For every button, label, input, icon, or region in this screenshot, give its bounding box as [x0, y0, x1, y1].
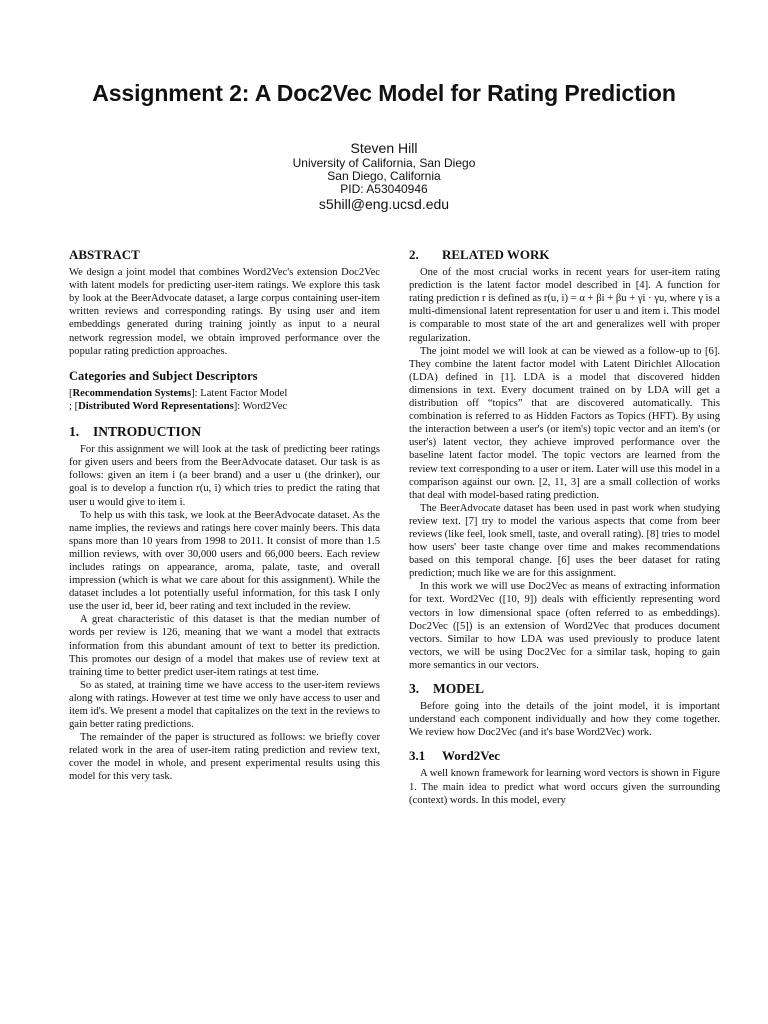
author-pid: PID: A53040946	[340, 182, 428, 196]
word2vec-subheading	[409, 749, 720, 762]
right-column	[409, 248, 720, 807]
author-email: s5hill@eng.ucsd.edu	[318, 196, 450, 212]
related-paragraph: One of the most crucial works in recent years for user-item rating prediction is the latent factor model described in [4]. A function for rating prediction r is defined as r(u, i) = α + βi + βu + γi · γu, where γ is a multi-dimensional latent representation for user u and item i. This model is comparable to most state of the art and generalizes well with proper regularization.	[409, 267, 720, 344]
word2vec-paragraph: A well known framework for learning word vectors is shown in Figure 1. The main idea to predict what word occurs given the surrounding (context) words. In this model, every	[409, 768, 720, 806]
category-descriptor: : Word2Vec	[237, 400, 288, 412]
abstract-text: We design a joint model that combines Word2Vec's extension Doc2Vec with latent models for predicting user-item ratings. We explore this task by look at the BeerAdvocate dataset, a large corpus containing user-item written reviews and corresponding ratings. By using user and item embeddings generated during training jointly as input to a neural network regression model, we obtain improved performance over the popular rating prediction approaches.	[69, 267, 380, 357]
abstract-heading: ABSTRACT	[69, 247, 140, 262]
author-block	[0, 140, 768, 212]
categories-heading: Categories and Subject Descriptors	[69, 368, 258, 383]
related-work-heading	[409, 248, 720, 261]
author-affiliation: University of California, San Diego	[292, 156, 476, 170]
category-keyword: Distributed Word Representations	[78, 400, 234, 412]
section-number: 2.	[409, 247, 419, 262]
category-keyword: Recommendation Systems	[72, 387, 192, 399]
section-title: INTRODUCTION	[93, 424, 202, 440]
model-heading	[409, 682, 720, 695]
author-location: San Diego, California	[327, 169, 441, 183]
related-paragraph: The joint model we will look at can be viewed as a follow-up to [6]. They combine the latent factor model with Latent Dirichlet Allocation (LDA) defined in [1]. LDA is a model that discovered hidden dimensions in text. Every document trained on by LDA will get a distribution off “topics” that are discovered automatically. This combination is referred to as Hidden Factors as Topics (HFT). By using the interaction between a user's (or item's) topic vector and an item's (or user's) latent vector, they achieve improved performance over the baseline latent factor model. The topic vectors are learned from the review text corresponding to a user or item. Later will use this model in a comparison against our own. [2, 11, 3] are a small collection of works that deal with model-based rating prediction.	[409, 345, 720, 501]
intro-paragraph: To help us with this task, we look at the BeerAdvocate dataset. As the name implies, the reviews and ratings here cover mainly beers. This data spans more than 10 years from 1998 to 2011. It consist of more than 1.5 million reviews, with over 30,000 users and 66,000 beers. Each review includes ratings on appearance, aroma, palate, taste, and overall impression (which is what we care about for this assignment). While the dataset includes a lot potentially useful information, for this task I only use the user id, beer id, beer rating and text included in the review.	[69, 509, 380, 613]
subsection-number: 3.1	[409, 748, 426, 764]
related-paragraph: The BeerAdvocate dataset has been used in past work when studying review text. [7] try to model the various aspects that come from beer reviews (like feel, look smell, taste, and overall rating). [8] tries to model how users' beer taste change over time and makes recommendations based on this temporal change. [6] uses the beer dataset for rating prediction; much like we are for this assignment.	[409, 502, 720, 580]
intro-paragraph: So as stated, at training time we have access to the user-item reviews along with ratings. However at test time we only have access to user and item id's. We present a model that capitalizes on the text in the reviews to gain better rating predictions.	[69, 679, 380, 731]
intro-paragraph: A great characteristic of this dataset is that the median number of words per review is 126, meaning that we want a model that extracts information from this abundant amount of text to better its prediction. This promotes our design of a model that makes use of review text at training time to better predict user-item ratings at test time.	[69, 614, 380, 678]
section-title: MODEL	[433, 681, 485, 696]
author-name: Steven Hill	[350, 140, 418, 156]
subsection-title: Word2Vec	[442, 748, 501, 764]
categories-line-1: [Recommendation Systems]: Latent Factor Model	[69, 387, 288, 399]
section-number: 3.	[409, 681, 420, 696]
paper-title: Assignment 2: A Doc2Vec Model for Rating Prediction	[92, 80, 676, 106]
categories-line-2: ; [Distributed Word Representations]: Word2Vec	[69, 400, 288, 412]
section-number: 1.	[69, 424, 80, 440]
left-column	[69, 248, 380, 784]
intro-paragraph: The remainder of the paper is structured as follows: we briefly cover related work in the area of user-item rating prediction and review text, cover the model in whole, and present experimental results using this model for this very task.	[69, 732, 380, 783]
model-paragraph: Before going into the details of the joint model, it is important understand each component individually and how they come together. We review how Doc2Vec (and it's base Word2Vec) work.	[409, 701, 720, 739]
intro-heading	[69, 425, 380, 438]
related-paragraph: In this work we will use Doc2Vec as means of extracting information for text. Word2Vec ([10, 9]) deals with efficiently representing word vectors in low dimensional space (often referred to as embeddings). Doc2Vec ([5]) is an extension of Word2Vec that produces document vectors. Similar to how LDA was used previously to produce latent vectors, we will be using Doc2Vec for a similar task, hoping to gain more semantics in our vectors.	[409, 581, 720, 671]
section-title: RELATED WORK	[442, 247, 550, 262]
category-descriptor: : Latent Factor Model	[194, 387, 288, 399]
intro-paragraph: For this assignment we will look at the task of predicting beer ratings for given users and beers from the BeerAdvocate dataset. Our task is as follows: given an item i (a beer brand) and a user u (the drinker), our goal is to develop a function r(u, i) which tries to predict the rating that user u would give to item i.	[69, 444, 380, 508]
